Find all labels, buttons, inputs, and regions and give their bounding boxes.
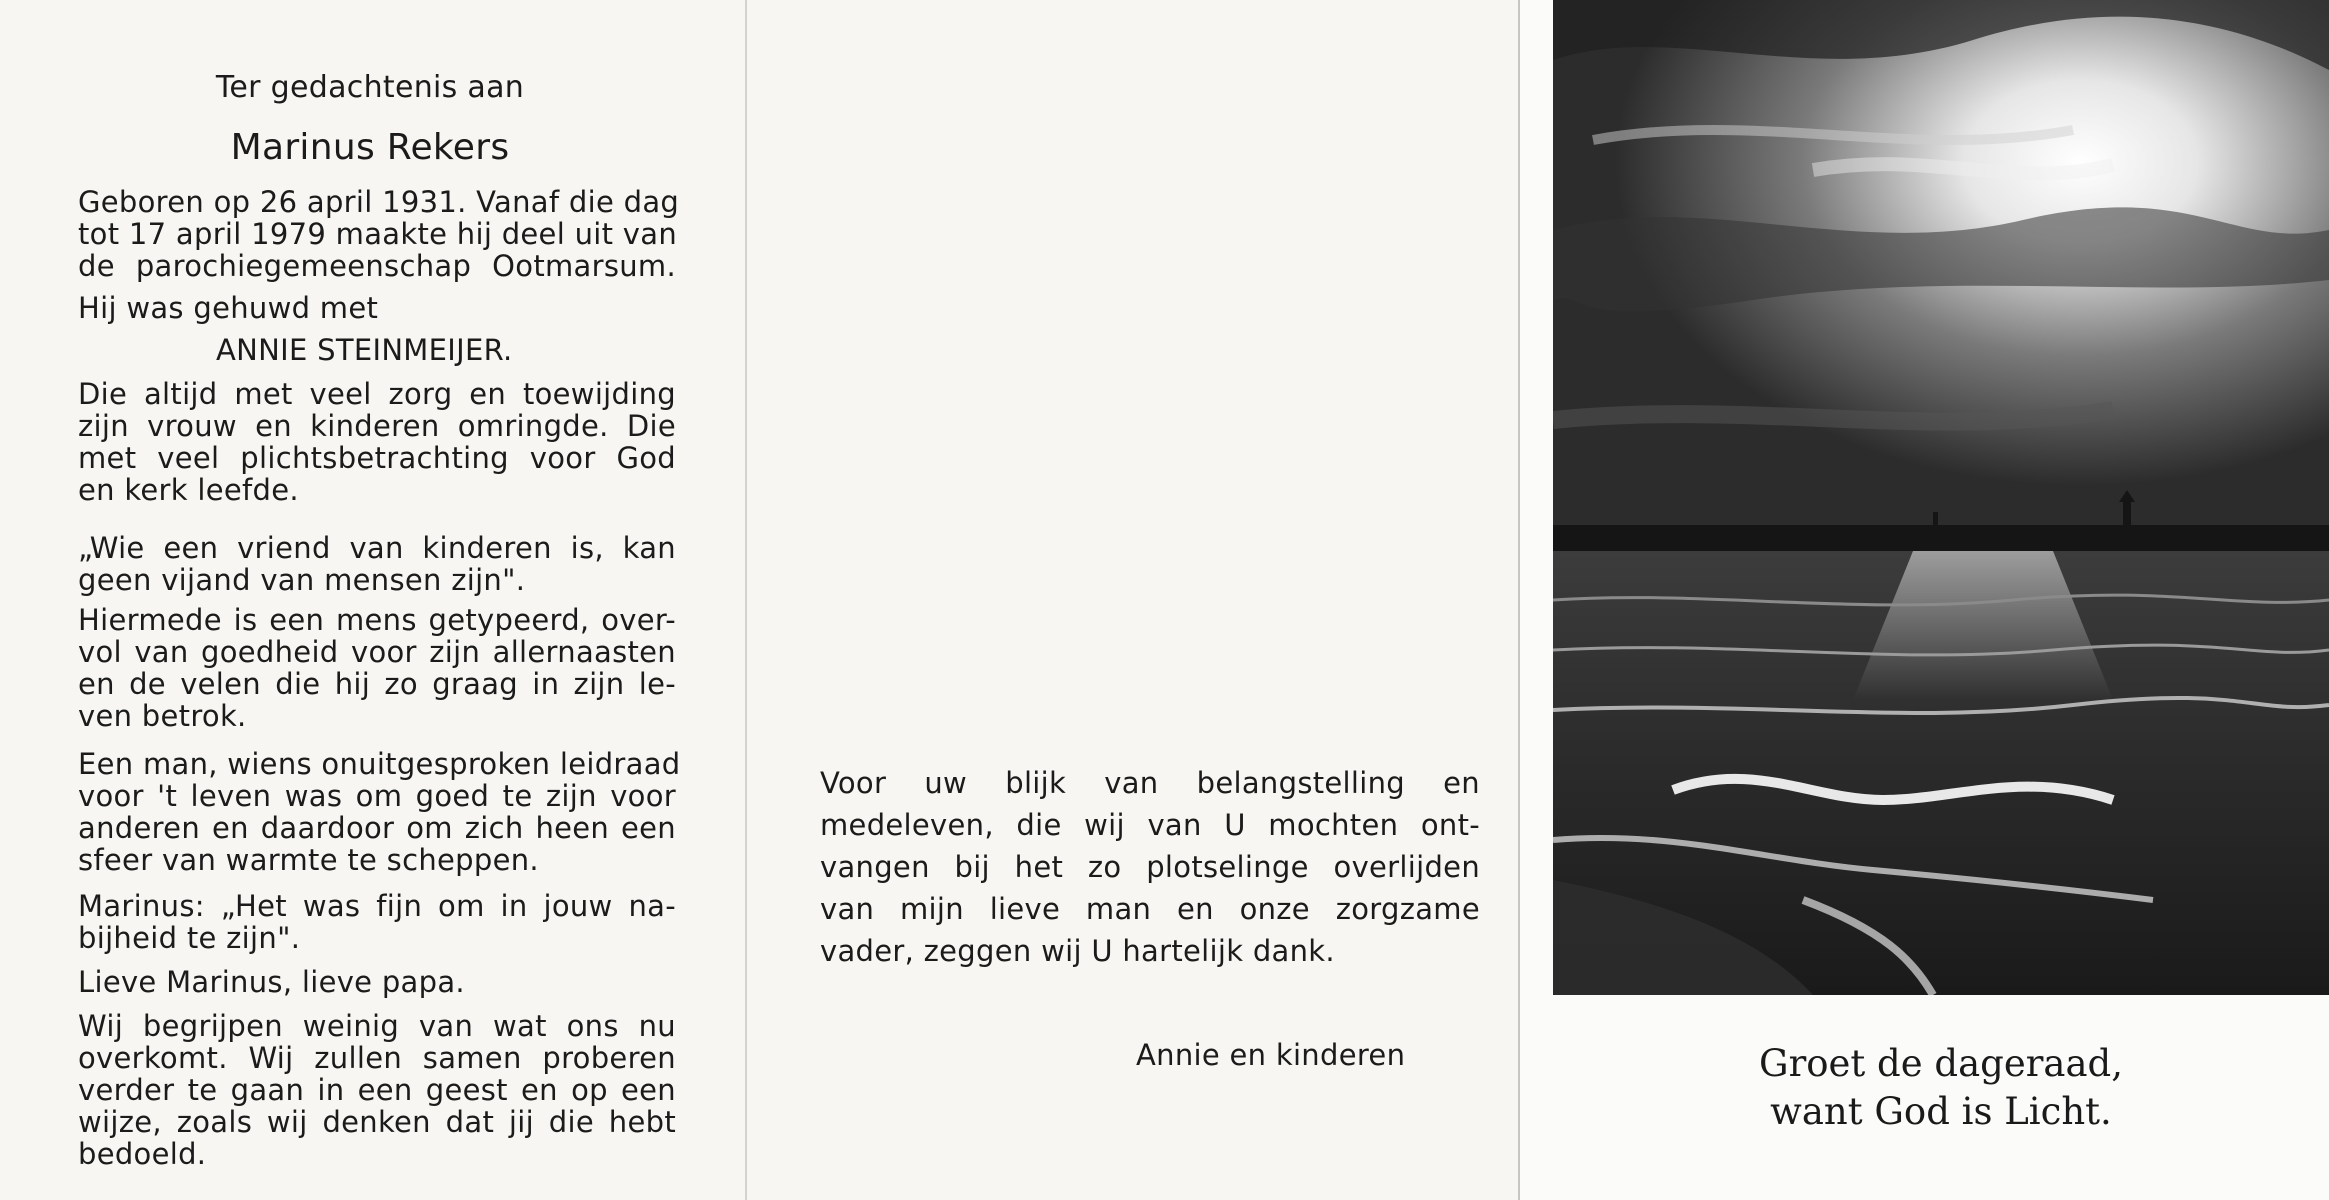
text-line: bijheid te zijn".	[78, 921, 301, 955]
photo-caption	[1553, 1040, 2329, 1136]
seascape-photo	[1553, 0, 2329, 995]
text-line: met veel plichtsbetrachting voor God	[78, 441, 676, 475]
text-line: Marinus: „Het was fijn om in jouw na-	[78, 889, 676, 923]
thanks-line: Voor uw blijk van belangstelling en	[820, 766, 1480, 800]
caption-line: want God is Licht.	[1770, 1090, 2112, 1133]
text-line: „Wie een vriend van kinderen is, kan	[78, 531, 676, 565]
text-line: de parochiegemeenschap Ootmarsum.	[78, 249, 676, 283]
text-line: ven betrok.	[78, 699, 247, 733]
deceased-name: Marinus Rekers	[230, 127, 510, 168]
thanks-line: medeleven, die wij van U mochten ont-	[820, 808, 1480, 842]
text-line: en kerk leefde.	[78, 473, 299, 507]
text-line: voor 't leven was om goed te zijn voor	[78, 779, 676, 813]
text-line: overkomt. Wij zullen samen proberen	[78, 1041, 676, 1075]
thanks-line: vangen bij het zo plotselinge overlijden	[820, 850, 1480, 884]
seascape-illustration	[1553, 0, 2329, 995]
intro-heading: Ter gedachtenis aan	[215, 70, 525, 105]
text-line: anderen en daardoor om zich heen een	[78, 811, 676, 845]
fold-line	[745, 0, 747, 1200]
text-line: tot 17 april 1979 maakte hij deel uit van	[78, 217, 678, 251]
text-line: vol van goedheid voor zijn allernaasten	[78, 635, 676, 669]
text-line: Hiermede is een mens getypeerd, over-	[78, 603, 676, 637]
text-line: bedoeld.	[78, 1137, 207, 1171]
text-line: Wij begrijpen weinig van wat ons nu	[78, 1009, 676, 1043]
spouse-name: ANNIE STEINMEIJER.	[216, 333, 513, 367]
text-line: Geboren op 26 april 1931. Vanaf die dag	[78, 185, 680, 219]
text-line: en de velen die hij zo graag in zijn le-	[78, 667, 676, 701]
text-line: Hij was gehuwd met	[78, 291, 379, 325]
text-line: Een man, wiens onuitgesproken leidraad	[78, 747, 681, 781]
thanks-line: vader, zeggen wij U hartelijk dank.	[820, 934, 1335, 968]
text-line: verder te gaan in een geest en op een	[78, 1073, 676, 1107]
text-line: zijn vrouw en kinderen omringde. Die	[78, 409, 676, 443]
memorial-text-panel	[0, 0, 760, 1200]
thank-you-panel	[760, 0, 1550, 1200]
signature: Annie en kinderen	[1136, 1038, 1406, 1072]
text-line: Die altijd met veel zorg en toewijding	[78, 377, 676, 411]
text-line: sfeer van warmte te scheppen.	[78, 843, 539, 877]
caption-line: Groet de dageraad,	[1759, 1042, 2123, 1085]
thanks-line: van mijn lieve man en onze zorgzame	[820, 892, 1480, 926]
text-line: geen vijand van mensen zijn".	[78, 563, 526, 597]
text-line: Lieve Marinus, lieve papa.	[78, 965, 465, 999]
text-line: wijze, zoals wij denken dat jij die hebt	[78, 1105, 676, 1139]
